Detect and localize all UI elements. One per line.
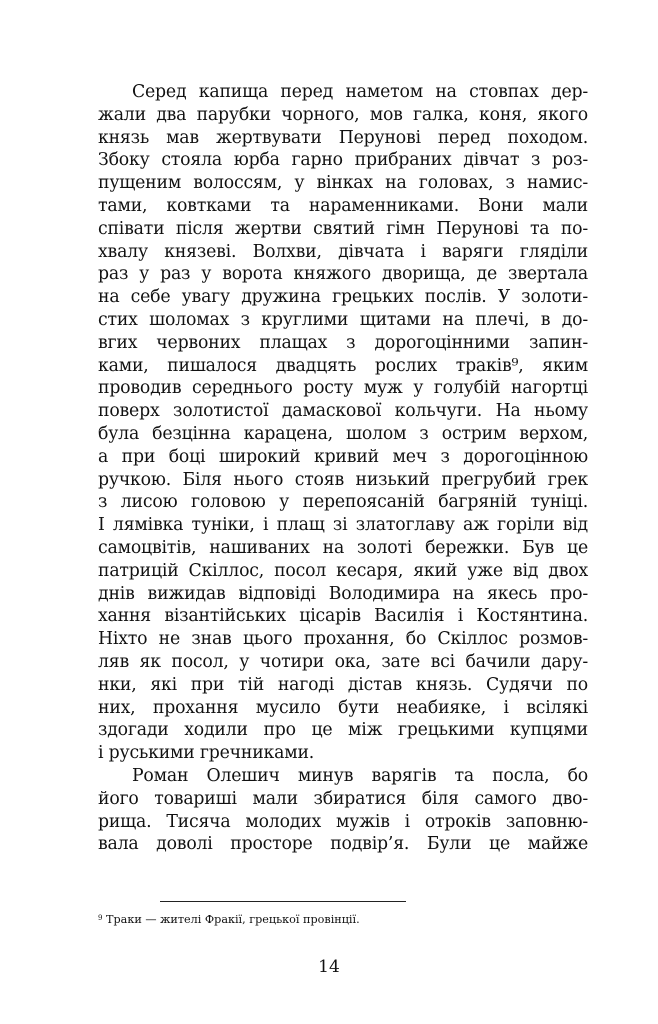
- footnote-marker: 9: [98, 914, 103, 922]
- footnote-text: Траки — жителі Фракії, грецької провінції.: [106, 913, 360, 926]
- text-line: самоцвітів, нашиваних на золоті бережки. Був це: [98, 538, 588, 558]
- text-line: нки, які при тій нагоді дістав князь. Судячи по: [98, 674, 588, 695]
- text-line: хання візантійських цісарів Василія і Костянтина.: [98, 606, 588, 627]
- text-line: Серед капища перед наметом на стовпах дер-: [132, 82, 588, 102]
- text-line: а при боці широкий кривий меч з дорогоцінною: [98, 446, 588, 467]
- text-line: і руськими гречниками.: [98, 743, 315, 764]
- text-line: І лямівка туніки, і плащ зі златоглаву аж горіли від: [98, 515, 588, 536]
- text-line: Збоку стояла юрба гарно прибраних дівчат з роз-: [98, 150, 588, 171]
- text-line: тами, ковтками та нараменниками. Вони мали: [98, 196, 588, 216]
- text-line: ручкою. Біля нього стояв низький прегрубий грек: [98, 469, 588, 490]
- text-line: патрицій Скіллос, посол кесаря, який уже від двох: [98, 560, 588, 581]
- text-line: ками, пишалося двадцять рослих траків⁹, яким: [98, 355, 588, 376]
- text-line: Ніхто не знав цього прохання, бо Скіллос розмов-: [98, 629, 588, 650]
- text-line: з лисою головою у перепоясаній багряній туніці.: [98, 492, 588, 513]
- footnote-divider: [160, 901, 406, 902]
- text-line: на себе увагу дружина грецьких послів. У золоти-: [98, 287, 588, 308]
- text-line: пущеним волоссям, у вінках на головах, з намис-: [98, 173, 588, 194]
- text-line: них, прохання мусило бути неабияке, і всілякі: [98, 697, 588, 718]
- text-line: князь мав жертвувати Перунові перед походом.: [98, 127, 588, 148]
- text-line: стих шоломах з круглими щитами на плечі, в до-: [98, 310, 588, 330]
- text-line: вгих червоних плащах з дорогоцінними запин-: [98, 332, 588, 353]
- text-line: була безцінна карацена, шолом з острим верхом,: [98, 424, 588, 444]
- page-number: 14: [318, 957, 340, 977]
- text-line: його товариші мали збиратися біля самого дво-: [98, 788, 588, 809]
- text-line: рища. Тисяча молодих мужів і отроків заповню-: [98, 811, 588, 832]
- text-line: хвалу князеві. Волхви, дівчата і варяги гляділи: [98, 241, 588, 262]
- text-line: співати після жертви святий гімн Перунові та по-: [98, 218, 588, 239]
- text-line: ляв як посол, у чотири ока, зате всі бачили дару-: [98, 652, 588, 672]
- footnote: [98, 910, 360, 928]
- text-line: проводив середнього росту муж у голубій нагортці: [98, 378, 588, 399]
- text-line: раз у раз у ворота княжого дворища, де звертала: [98, 264, 588, 285]
- text-line: Роман Олешич минув варягів та посла, бо: [132, 766, 588, 786]
- text-line: вала доволі просторе подвір’я. Були це майже: [98, 834, 588, 855]
- text-line: поверх золотистої дамаскової кольчуги. На ньому: [98, 401, 588, 422]
- text-line: днів вижидав відповіді Володимира на якесь про-: [98, 583, 588, 604]
- text-line: здогади ходили про це між грецькими купцями: [98, 720, 588, 741]
- text-line: жали два парубки чорного, мов галка, коня, якого: [98, 104, 588, 125]
